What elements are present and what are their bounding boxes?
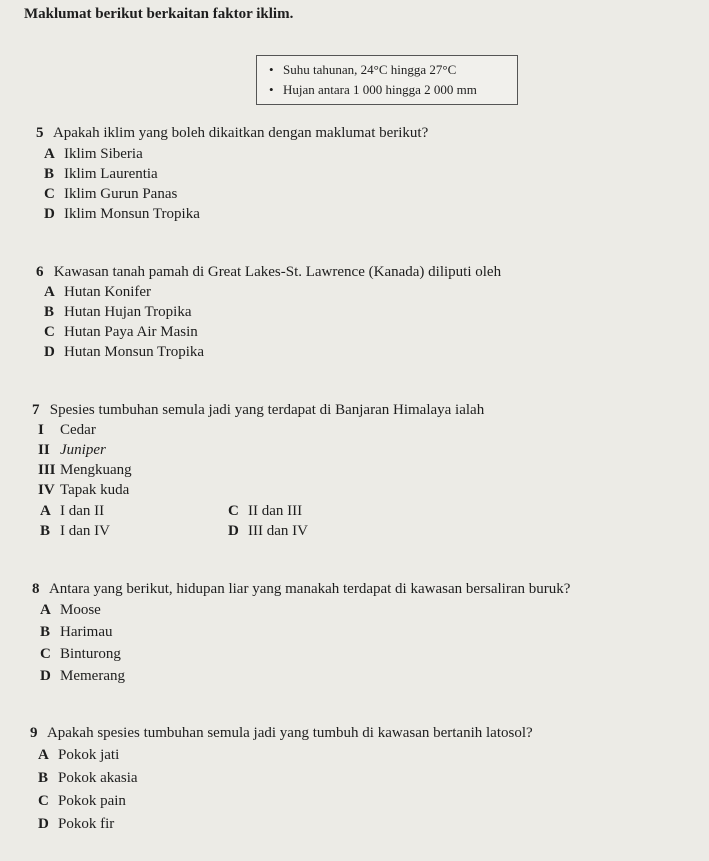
option-5b: B Iklim Laurentia [44,166,158,182]
question-number: 5 [36,125,44,141]
option-5a: A Iklim Siberia [44,146,143,162]
question-7 [32,402,484,419]
statement-iii: III Mengkuang [38,462,132,478]
option-6d: D Hutan Monsun Tropika [44,344,205,360]
option-8b: B Harimau [40,624,113,640]
question-number: 7 [32,402,40,418]
question-number: 6 [36,264,44,280]
question-6 [36,264,501,281]
option-8c: C Binturong [40,646,121,662]
question-number: 8 [32,581,40,597]
bullet-icon: • [269,62,274,77]
option-6a: A Hutan Konifer [44,284,152,300]
option-9b: B Pokok akasia [38,770,138,786]
statement-ii: II Juniper [38,442,106,458]
statement-iv: IV Tapak kuda [38,482,130,498]
question-8 [32,581,570,598]
option-7c: C II dan III [228,503,303,519]
bullet-icon: • [269,82,274,97]
intro-text: Maklumat berikut berkaitan faktor iklim. [24,6,294,22]
question-number: 9 [30,725,38,741]
info-item: • Suhu tahunan, 24°C hingga 27°C [269,62,457,77]
info-box [256,55,518,105]
option-7d: D III dan IV [228,523,308,539]
option-8d: D Memerang [40,668,125,684]
option-6c: C Hutan Paya Air Masin [44,324,198,340]
option-5d: D Iklim Monsun Tropika [44,206,200,222]
question-9 [30,725,533,742]
option-9a: A Pokok jati [38,747,120,763]
question-5 [36,125,428,142]
question-text: Kawasan tanah pamah di Great Lakes-St. Lawrence (Kanada) diliputi oleh [53,264,502,280]
option-7b: B I dan IV [40,523,110,539]
question-text: Spesies tumbuhan semula jadi yang terdapat di Banjaran Himalaya ialah [49,402,485,418]
option-8a: A Moose [40,602,101,618]
info-item: • Hujan antara 1 000 hingga 2 000 mm [269,82,477,97]
question-text: Apakah iklim yang boleh dikaitkan dengan maklumat berikut? [52,125,429,141]
option-9c: C Pokok pain [38,793,126,809]
option-6b: B Hutan Hujan Tropika [44,304,192,320]
option-5c: C Iklim Gurun Panas [44,186,178,202]
question-text: Antara yang berikut, hidupan liar yang manakah terdapat di kawasan bersaliran buruk? [48,581,571,597]
option-9d: D Pokok fir [38,816,115,832]
question-text: Apakah spesies tumbuhan semula jadi yang tumbuh di kawasan bertanih latosol? [46,725,533,741]
statement-i: I Cedar [38,422,96,438]
option-7a: A I dan II [40,503,105,519]
